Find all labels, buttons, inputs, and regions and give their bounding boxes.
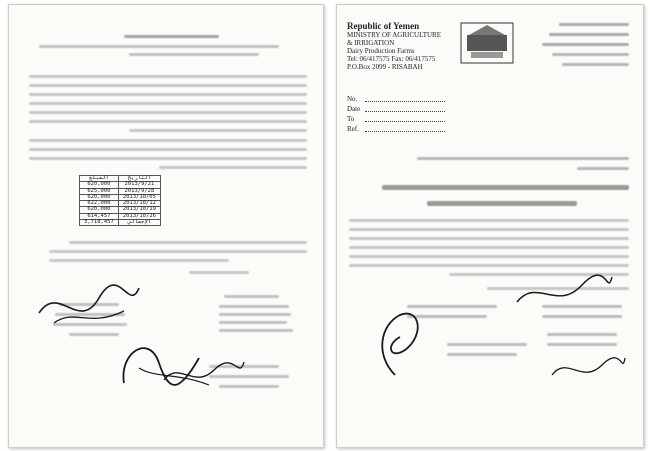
signatory-name [447, 343, 527, 346]
signatory-name [219, 313, 291, 316]
total-amount-cell: 3,718,457 [80, 220, 119, 226]
text-line [29, 148, 307, 151]
text-line [349, 237, 629, 240]
handwritten-signature [547, 350, 627, 395]
signatory-name [219, 329, 293, 332]
text-line [29, 157, 307, 160]
date-cell: 2013/10/19 [118, 207, 160, 213]
amount-cell: 614,457 [80, 213, 119, 219]
form-no-field [365, 95, 445, 102]
letterhead-country: Republic of Yemen [347, 21, 420, 31]
amount-cell: 620,000 [80, 182, 119, 188]
text-line [349, 255, 629, 258]
text-line [29, 84, 307, 87]
text-line [69, 241, 307, 244]
emblem-logo [459, 21, 515, 65]
text-line [29, 102, 307, 105]
letterhead-pobox: P.O.Box 2099 - RISABAH [347, 63, 423, 71]
signatory-name [547, 333, 617, 336]
text-line [29, 139, 307, 142]
right-document-page [336, 4, 644, 448]
arabic-letterhead-line [549, 33, 629, 36]
text-line [29, 111, 307, 114]
form-to-field [365, 115, 445, 122]
letterhead-department: Dairy Production Farms [347, 47, 415, 55]
signatory-title [224, 295, 279, 298]
text-line [349, 246, 629, 249]
signatory-name [219, 305, 289, 308]
letterhead-phone: Tel: 06/417575 Fax: 06/417575 [347, 55, 436, 63]
table-header: التاريخ [118, 176, 160, 182]
text-line [29, 120, 307, 123]
arabic-letterhead-line [542, 43, 629, 46]
handwritten-signature [507, 267, 617, 317]
amount-cell: 625,000 [80, 188, 119, 194]
amount-cell: 620,000 [80, 207, 119, 213]
form-to-label: To [347, 115, 355, 123]
payments-table [79, 175, 161, 226]
text-line [29, 93, 307, 96]
amount-cell: 620,000 [80, 194, 119, 200]
english-letterhead [347, 21, 441, 71]
table-total-row [80, 220, 161, 226]
signatory-name [219, 321, 287, 324]
addressee-line [417, 157, 629, 160]
date-cell: 2013/10/26 [118, 213, 160, 219]
arabic-letterhead-line [562, 63, 629, 66]
handwritten-signature [355, 305, 435, 385]
handwritten-signature [159, 350, 249, 400]
doc-title-line [124, 35, 219, 38]
date-cell: 2013/10/12 [118, 201, 160, 207]
amount-cell: 622,000 [80, 201, 119, 207]
form-ref-label: Ref. [347, 125, 359, 133]
signatory-name [447, 353, 517, 356]
text-line [129, 53, 259, 56]
total-label-cell: الإجمالي [118, 220, 160, 226]
text-line [159, 166, 307, 169]
text-line [29, 75, 307, 78]
left-document-page [8, 4, 324, 448]
text-line [349, 228, 629, 231]
arabic-letterhead-line [552, 53, 629, 56]
date-cell: 2013/10/05 [118, 194, 160, 200]
text-line [189, 271, 249, 274]
text-line [49, 259, 229, 262]
salutation-line [577, 167, 629, 170]
text-line [39, 45, 279, 48]
form-date-label: Date [347, 105, 361, 113]
date-cell: 2013/9/21 [118, 182, 160, 188]
letterhead-ministry: MINISTRY OF AGRICULTURE [347, 31, 441, 39]
text-line [49, 250, 307, 253]
form-ref-field [365, 125, 445, 132]
date-cell: 2013/9/28 [118, 188, 160, 194]
signatory-name [547, 343, 617, 346]
arabic-letterhead-line [559, 23, 629, 26]
letterhead-ministry-2: & IRRIGATION [347, 39, 395, 47]
subject-line-2 [427, 201, 577, 206]
form-date-field [365, 105, 445, 112]
text-line [129, 129, 307, 132]
form-no-label: No. [347, 95, 358, 103]
text-line [349, 219, 629, 222]
table-header: المبلغ [80, 176, 119, 182]
subject-line [382, 185, 629, 190]
